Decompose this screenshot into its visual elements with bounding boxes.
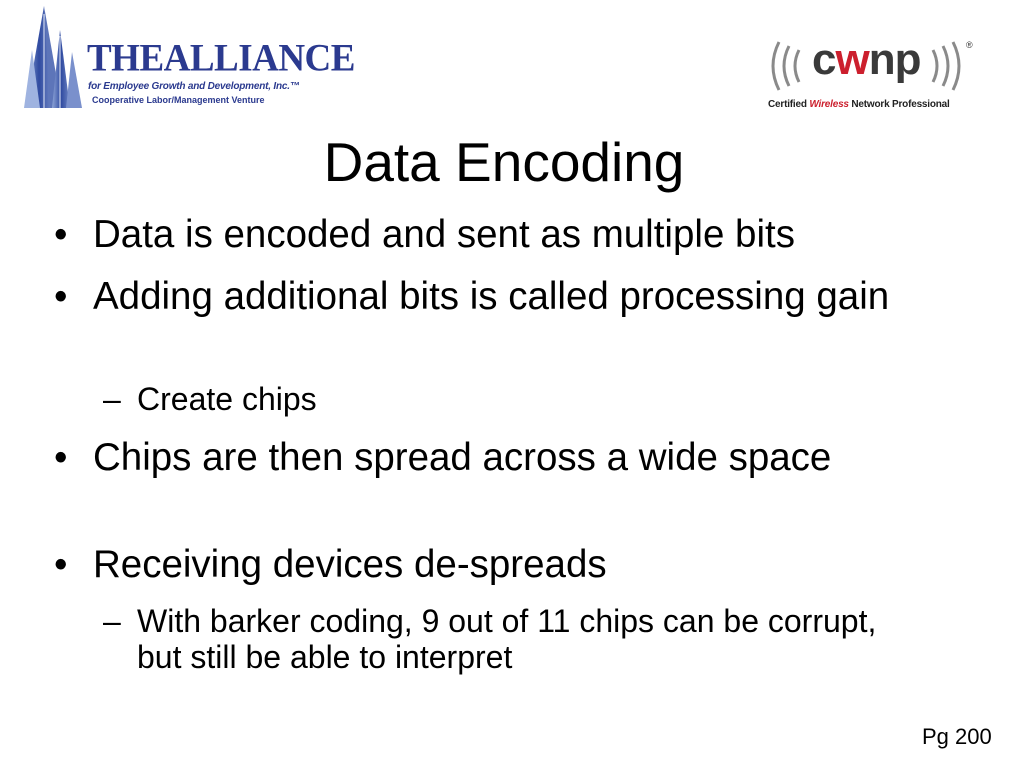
building-icon <box>22 4 88 110</box>
bullet-mark: • <box>54 213 68 256</box>
cwnp-tagline: Certified Wireless Network Professional <box>768 99 950 110</box>
sub-bullet-mark: – <box>103 381 121 417</box>
alliance-subtagline: Cooperative Labor/Management Venture <box>92 95 265 105</box>
slide-title: Data Encoding <box>323 131 685 193</box>
bullet-text: Data is encoded and sent as multiple bits <box>93 213 795 256</box>
registered-mark: ® <box>966 40 973 50</box>
alliance-wordmark: THEALLIANCE <box>87 36 355 80</box>
bullet-mark: • <box>54 436 68 479</box>
alliance-logo <box>22 4 355 110</box>
sub-bullet-text: With barker coding, 9 out of 11 chips can be corrupt, but still be able to interpret <box>137 603 877 675</box>
cwnp-logo <box>765 36 980 116</box>
bullet-text: Receiving devices de-spreads <box>93 543 607 586</box>
bullet-mark: • <box>54 275 68 318</box>
bullet-text: Adding additional bits is called processing gain <box>93 275 890 318</box>
cwnp-wordmark: cwnp <box>812 35 921 84</box>
bullet-mark: • <box>54 543 68 586</box>
alliance-tagline: for Employee Growth and Development, Inc.™ <box>88 81 300 92</box>
sub-bullet-text: Create chips <box>137 381 317 417</box>
page-number: Pg 200 <box>922 724 992 749</box>
sub-bullet-mark: – <box>103 603 121 639</box>
bullet-text: Chips are then spread across a wide space <box>93 436 832 479</box>
